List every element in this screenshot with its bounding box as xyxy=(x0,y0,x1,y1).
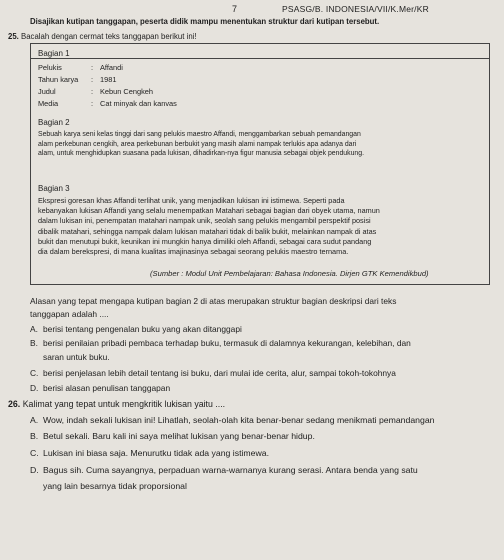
paragraph-line: alam perkebunan cengkih, area perkebunan berbukit yang masih alami nampak terlukis apa adanya dari xyxy=(38,140,357,148)
meta-value: 1981 xyxy=(100,75,117,84)
option-key: D. xyxy=(30,465,39,475)
option-key: B. xyxy=(30,431,39,441)
option-text: berisi penilaian pribadi pembaca terhadap buku, termasuk di dalamnya kekurangan, kelebihan, dan xyxy=(43,338,411,348)
question-25-stem-line: tanggapan adalah .... xyxy=(30,309,109,319)
paragraph-line: Ekspresi goresan khas Affandi terlihat unik, yang menjadikan lukisan ini istimewa. Seperti pada xyxy=(38,196,345,205)
divider xyxy=(30,58,490,59)
option-text: Bagus sih. Cuma sayangnya, perpaduan warna-warnanya kurang serasi. Antara benda yang satu xyxy=(43,465,418,475)
option-key: A. xyxy=(30,324,38,334)
option-c[interactable] xyxy=(30,448,269,458)
paragraph-line: kebanyakan lukisan Affandi yang selalu menempatkan Matahari sebagai bagian dari obyek utama, namun xyxy=(38,206,380,216)
meta-value: Kebun Cengkeh xyxy=(100,87,154,96)
option-text: berisi tentang pengenalan buku yang akan ditanggapi xyxy=(43,324,242,334)
option-a[interactable] xyxy=(30,415,435,425)
bagian-2-title: Bagian 2 xyxy=(38,118,70,127)
meta-row xyxy=(38,75,116,84)
option-b[interactable] xyxy=(30,338,411,348)
question-25-stem-line: Alasan yang tepat mengapa kutipan bagian 2 di atas merupakan struktur bagian deskripsi dari teks xyxy=(30,296,397,306)
option-text: berisi penjelasan lebih detail tentang isi buku, dari mulai ide cerita, alur, sampai tokoh-tokohnya xyxy=(43,368,396,378)
paragraph-line: bukit dan menutupi bukit, keunikan ini mungkin hanya dimiliki oleh Affandi, sebagai cara sudut pandang xyxy=(38,236,372,246)
meta-sep: : xyxy=(91,99,94,108)
meta-label: Tahun karya xyxy=(38,75,79,84)
option-text: Betul sekali. Baru kali ini saya melihat lukisan yang benar-benar hidup. xyxy=(43,431,315,441)
meta-sep: : xyxy=(91,63,94,72)
paragraph-line: Sebuah karya seni kelas tinggi dari sang pelukis maestro Affandi, menggambarkan sebuah pemandangan xyxy=(38,131,361,138)
option-text: berisi alasan penulisan tanggapan xyxy=(43,383,171,393)
indicator-text: Disajikan kutipan tanggapan, peserta didik mampu menentukan struktur dari kutipan tersebut. xyxy=(30,17,380,26)
paragraph-line: dibalik matahari, sehingga nampak dalam lukisan matahari tidak di balik bukit, melainkan nampak di atas xyxy=(38,226,377,236)
meta-sep: : xyxy=(91,75,94,84)
option-b[interactable] xyxy=(30,431,315,441)
option-key: A. xyxy=(30,415,39,425)
meta-value: Affandi xyxy=(100,63,123,72)
question-number: 26. xyxy=(8,399,21,409)
option-key: B. xyxy=(30,338,38,348)
meta-label: Judul xyxy=(38,87,56,96)
question-25-prompt xyxy=(8,32,197,41)
option-c[interactable] xyxy=(30,368,396,378)
option-key: D. xyxy=(30,383,39,393)
page-number: 7 xyxy=(232,4,238,14)
meta-row xyxy=(38,63,123,72)
meta-value: Cat minyak dan kanvas xyxy=(100,99,177,108)
paragraph-line: dalam lukisan ini, penempatan matahari nampak unik, seolah sang pelukis mengambil perspektif posisi xyxy=(38,216,371,226)
option-d[interactable] xyxy=(30,465,418,475)
option-key: C. xyxy=(30,448,39,458)
document-code: PSASG/B. INDONESIA/VII/K.Mer/KR xyxy=(282,4,429,14)
option-key: C. xyxy=(30,368,39,378)
meta-row xyxy=(38,87,153,96)
bagian-2-paragraph xyxy=(38,130,484,159)
meta-label: Media xyxy=(38,99,59,108)
option-b-continued: saran untuk buku. xyxy=(43,352,110,362)
option-text: Wow, indah sekali lukisan ini! Lihatlah, seolah-olah kita benar-benar sedang menikmati pemandangan xyxy=(43,415,435,425)
meta-sep: : xyxy=(91,87,94,96)
option-d[interactable] xyxy=(30,383,170,393)
meta-label: Pelukis xyxy=(38,63,62,72)
bagian-3-title: Bagian 3 xyxy=(38,184,70,193)
question-26-stem xyxy=(8,399,225,409)
option-text: Lukisan ini biasa saja. Menurutku tidak ada yang istimewa. xyxy=(43,448,269,458)
paragraph-line: dia dalam berekspresi, di mana kualitas imajinasinya sebagai seorang pelukis maestro ternama. xyxy=(38,247,349,257)
question-prompt: Bacalah dengan cermat teks tanggapan berikut ini! xyxy=(21,32,197,41)
paragraph-line: alam, untuk menghidupkan suasana pada lukisan, dihadirkan-nya figur manusia sebagai objek pendukung. xyxy=(38,150,364,158)
source-citation: (Sumber : Modul Unit Pembelajaran: Bahasa Indonesia. Dirjen GTK Kemendikbud) xyxy=(150,269,429,278)
option-d-continued: yang lain besarnya tidak proporsional xyxy=(43,481,187,491)
option-a[interactable] xyxy=(30,324,242,334)
question-number: 25. xyxy=(8,32,19,41)
meta-row xyxy=(38,99,177,108)
bagian-3-paragraph xyxy=(38,196,484,257)
question-text: Kalimat yang tepat untuk mengkritik lukisan yaitu .... xyxy=(22,399,226,409)
bagian-1-title: Bagian 1 xyxy=(38,49,70,58)
